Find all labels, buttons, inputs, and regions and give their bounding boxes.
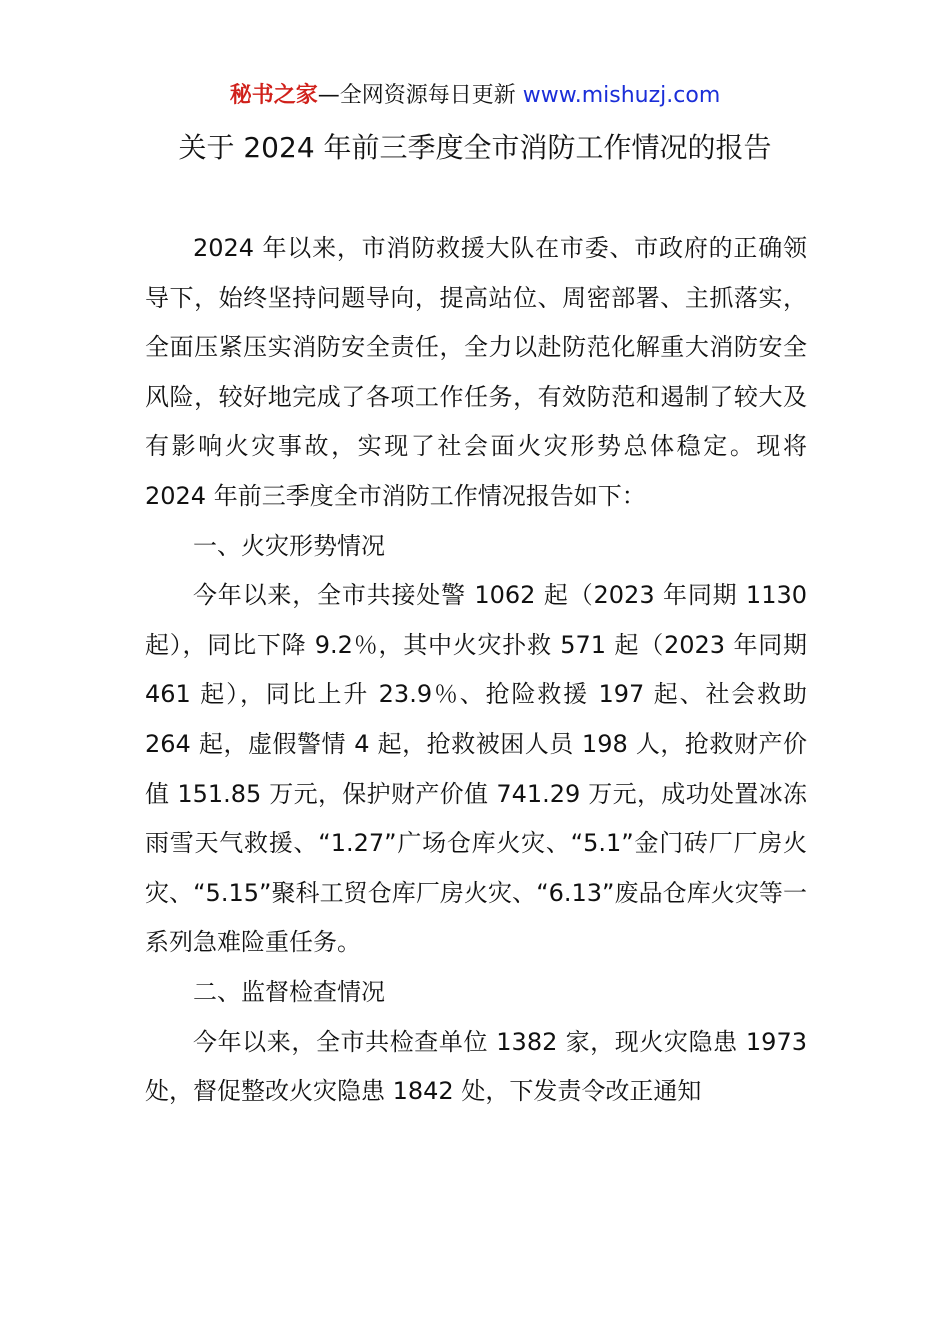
intro-paragraph: 2024 年以来，市消防救援大队在市委、市政府的正确领导下，始终坚持问题导向，提高站位、周密部署、主抓落实，全面压紧压实消防安全责任，全力以赴防范化解重大消防安全风险，较好地完成了各项工作任务，有效防范和遏制了较大及有影响火灾事故，实现了社会面火灾形势总体稳定。现将 2024 年前三季度全市消防工作情况报告如下：: [145, 234, 807, 510]
site-brand: 秘书之家: [229, 83, 318, 108]
section-heading-inspection: 二、监督检查情况: [193, 977, 385, 1006]
inspection-paragraph: 今年以来，全市共检查单位 1382 家，现火灾隐患 1973 处，督促整改火灾隐患 1842 处，下发责令改正通知: [145, 1027, 807, 1106]
document-title: 关于 2024 年前三季度全市消防工作情况的报告: [178, 131, 772, 164]
site-url-link[interactable]: www.mishuzj.com: [522, 83, 721, 108]
document-body: [145, 224, 807, 1117]
section-heading-fire-situation: 一、火灾形势情况: [193, 531, 385, 560]
site-banner: [0, 80, 950, 112]
fire-situation-paragraph: 今年以来，全市共接处警 1062 起（2023 年同期 1130 起），同比下降 9.2％，其中火灾扑救 571 起（2023 年同期 461 起），同比上升 23.9％、抢险救援 197 起、社会救助 264 起，虚假警情 4 起，抢救被困人员 198 人，抢救财产价值 151.85 万元，保护财产价值 741.29 万元，成功处置冰冻雨雪天气救援、“1.27”广场仓库火灾、“5.1”金门砖厂厂房火灾、“5.15”聚科工贸仓库厂房火灾、“6.13”废品仓库火灾等一系列急难险重任务。: [145, 581, 807, 957]
site-tagline: —全网资源每日更新: [317, 83, 523, 108]
